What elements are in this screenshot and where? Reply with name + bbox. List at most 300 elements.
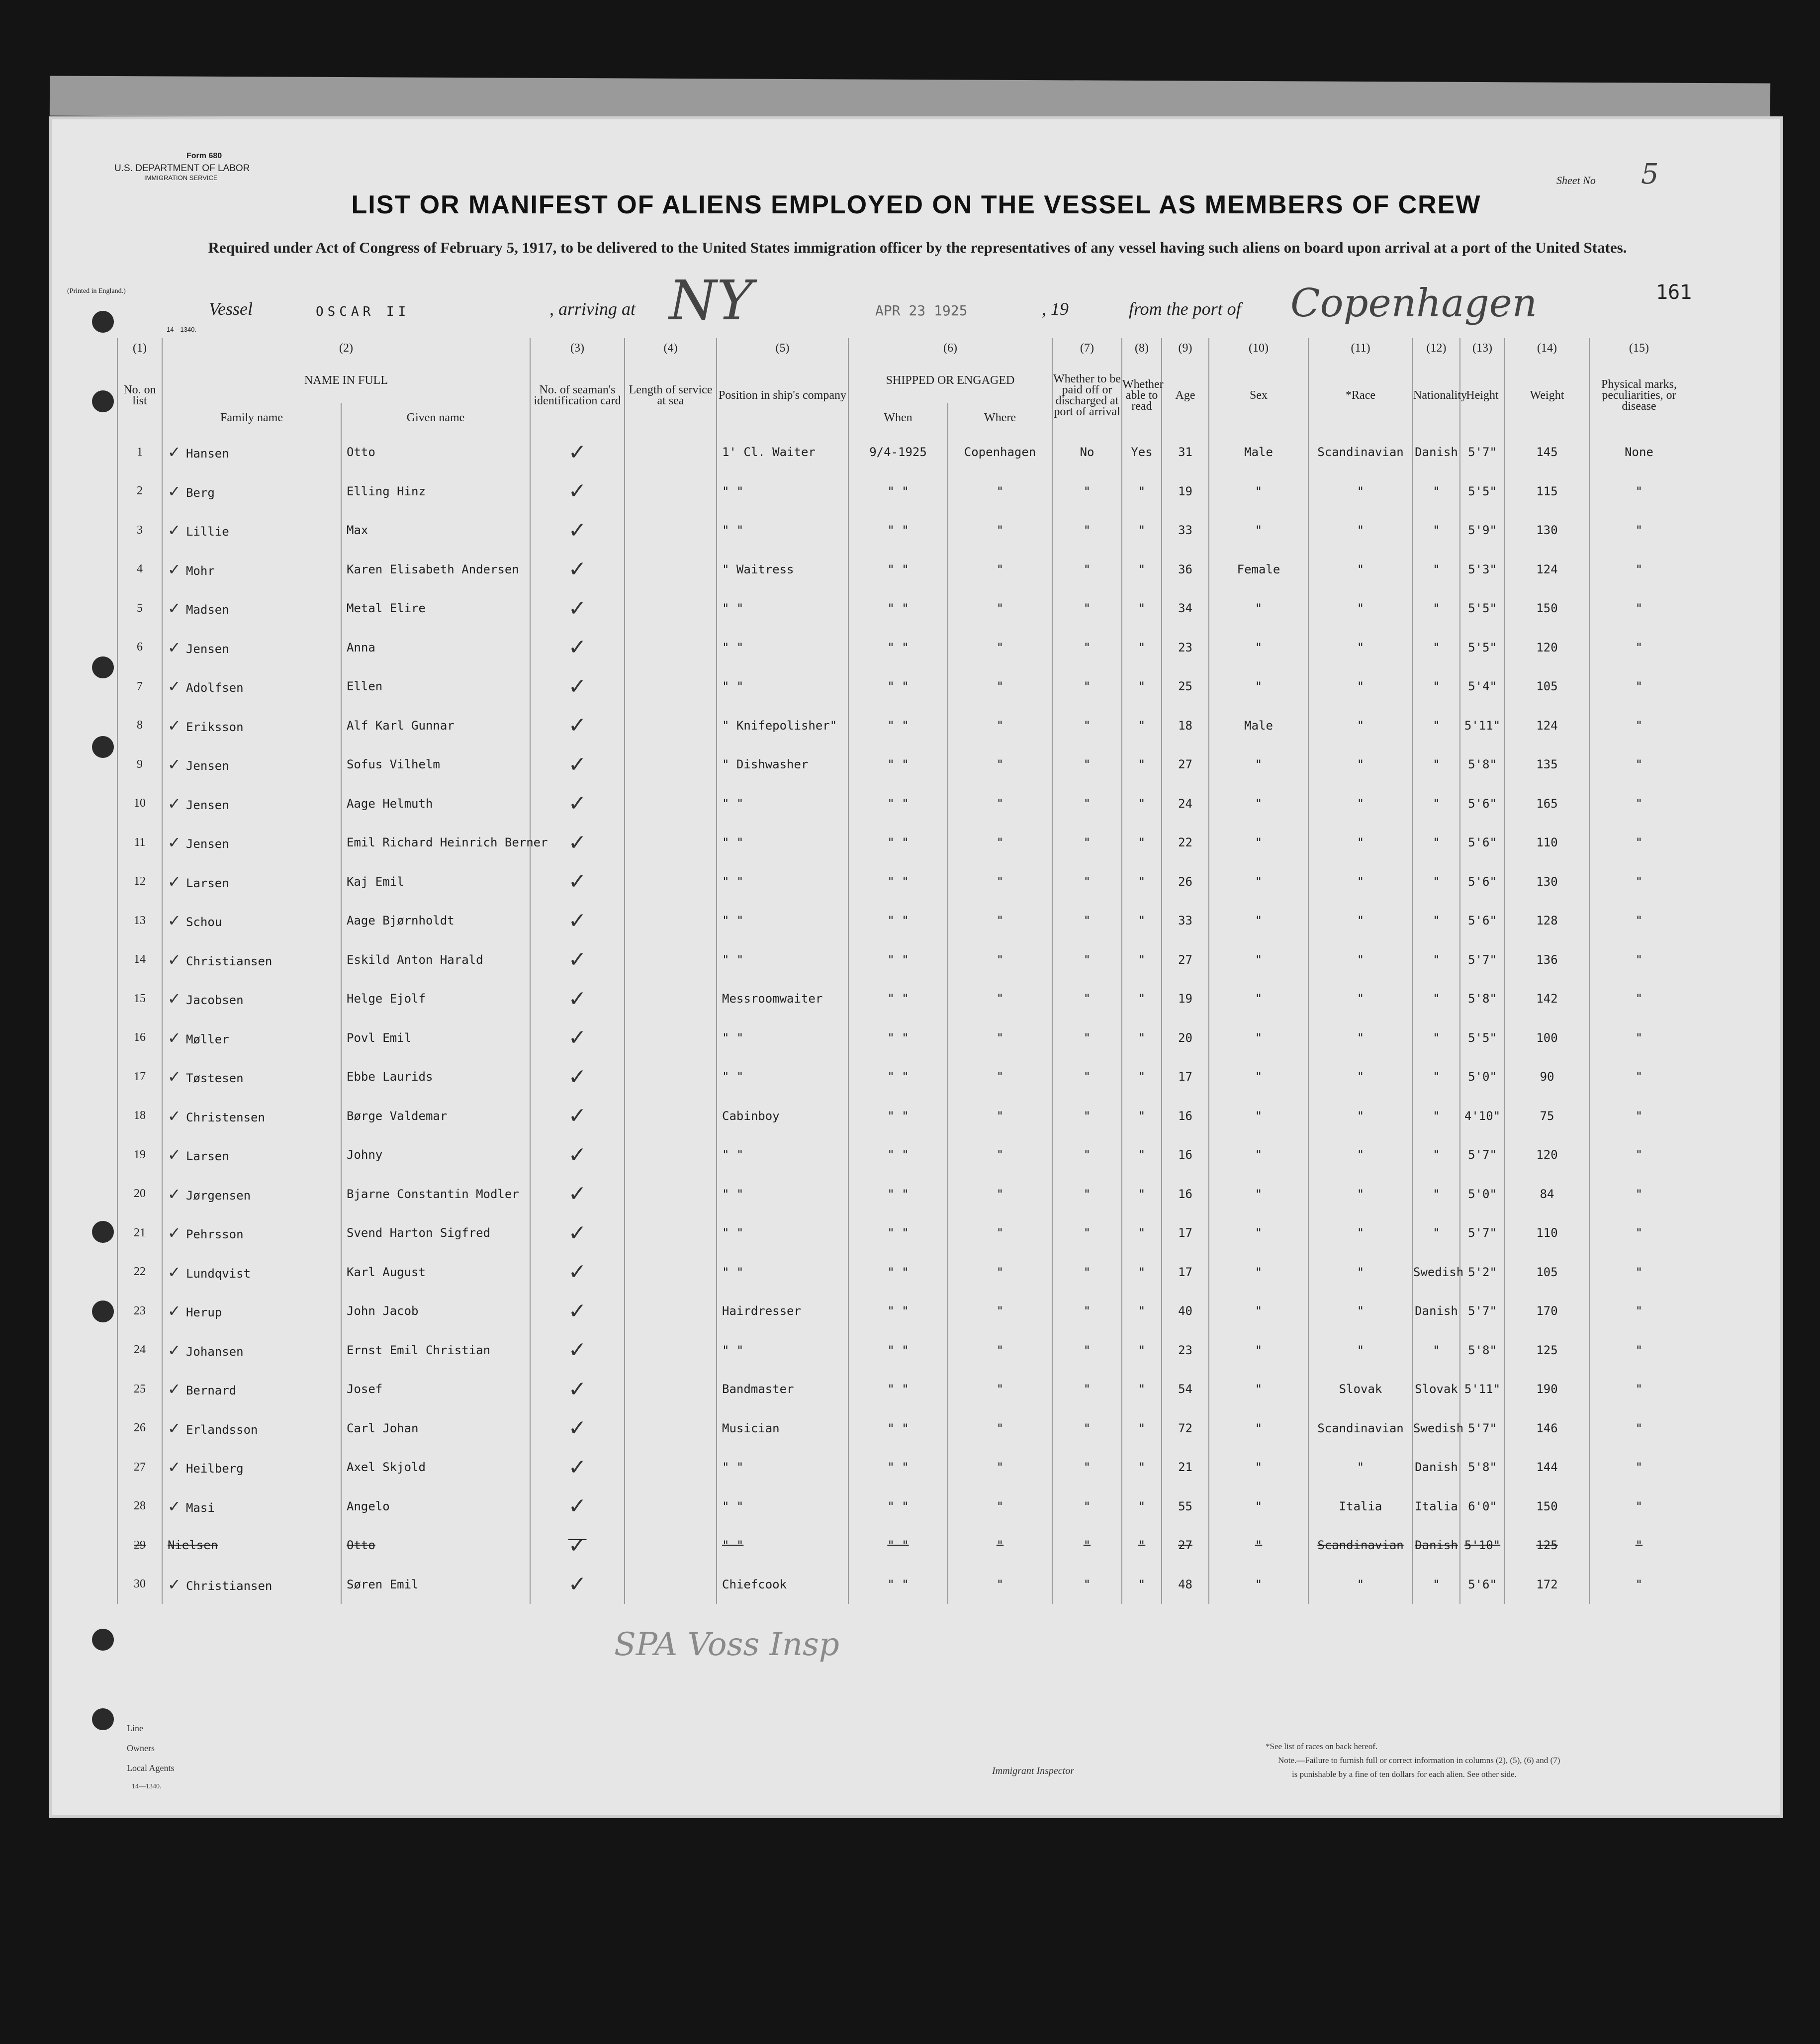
checkmark-icon: ✓ <box>168 1380 186 1399</box>
family-name: Johansen <box>185 1344 244 1359</box>
physical-marks: " <box>1589 745 1688 784</box>
given-name: Metal Elire <box>341 589 530 628</box>
height: 5'7" <box>1460 433 1505 472</box>
position: " " <box>717 1253 848 1292</box>
physical-marks: " <box>1589 1175 1688 1214</box>
weight: 120 <box>1505 628 1589 667</box>
race: " <box>1308 1175 1413 1214</box>
shipped-when: " " <box>848 550 948 589</box>
note-races: *See list of races on back hereof. <box>1266 1742 1378 1751</box>
crew-row <box>117 901 1688 940</box>
position: " " <box>717 901 848 940</box>
position: 1' Cl. Waiter <box>717 433 848 472</box>
paid-off: " <box>1052 901 1122 940</box>
checkmark-icon: ✓ <box>168 559 186 579</box>
position: " Waitress <box>717 550 848 589</box>
physical-marks: " <box>1589 823 1688 862</box>
shipped-where: " <box>948 628 1052 667</box>
family-name: Nielsen <box>168 1538 218 1553</box>
col-header-shipped: SHIPPED OR ENGAGED <box>848 358 1052 403</box>
id-card-check <box>530 667 625 706</box>
crew-row <box>117 589 1688 628</box>
age: 31 <box>1162 433 1209 472</box>
age: 19 <box>1162 979 1209 1019</box>
able-to-read: " <box>1122 1331 1162 1370</box>
position: Bandmaster <box>717 1370 848 1409</box>
checkmark-icon: ✓ <box>168 599 186 618</box>
checkmark-icon: ✓ <box>568 1142 587 1168</box>
height: 4'10" <box>1460 1097 1505 1136</box>
age: 54 <box>1162 1370 1209 1409</box>
row-number: 19 <box>117 1135 162 1175</box>
height: 5'8" <box>1460 745 1505 784</box>
checkmark-icon: ✓ <box>168 1496 186 1516</box>
id-card-check <box>530 589 625 628</box>
family-name: Lillie <box>185 525 229 539</box>
race: " <box>1308 1331 1413 1370</box>
shipped-where: " <box>948 784 1052 824</box>
col-header-height: Height <box>1460 358 1505 433</box>
checkmark-icon: ✓ <box>568 751 587 777</box>
checkmark-icon: ✓ <box>568 1298 587 1324</box>
crew-row <box>117 1331 1688 1370</box>
weight: 84 <box>1505 1175 1589 1214</box>
shipped-when: " " <box>848 784 948 824</box>
position: " " <box>717 1019 848 1058</box>
id-card-check <box>530 1526 625 1565</box>
vessel-label: Vessel <box>209 299 253 319</box>
nationality: Danish <box>1413 1292 1460 1331</box>
physical-marks: " <box>1589 784 1688 824</box>
age: 19 <box>1162 472 1209 511</box>
shipped-when: 9/4-1925 <box>848 433 948 472</box>
given-name: Sofus Vilhelm <box>341 745 530 784</box>
height: 5'10" <box>1460 1526 1505 1565</box>
row-number: 11 <box>117 823 162 862</box>
service-at-sea <box>625 550 717 589</box>
physical-marks: " <box>1589 628 1688 667</box>
paid-off: " <box>1052 745 1122 784</box>
id-card-check <box>530 1213 625 1253</box>
height: 5'4" <box>1460 667 1505 706</box>
sex: Female <box>1209 550 1308 589</box>
height: 5'6" <box>1460 784 1505 824</box>
crew-row <box>117 667 1688 706</box>
weight: 128 <box>1505 901 1589 940</box>
family-name-cell <box>162 1213 341 1253</box>
paid-off: " <box>1052 1097 1122 1136</box>
checkmark-icon: ✓ <box>168 1067 186 1087</box>
race: Scandinavian <box>1308 433 1413 472</box>
checkmark-icon: ✓ <box>168 1340 186 1360</box>
age: 23 <box>1162 1331 1209 1370</box>
height: 5'11" <box>1460 706 1505 745</box>
col-num: (5) <box>717 338 848 358</box>
row-number: 1 <box>117 433 162 472</box>
punch-hole <box>92 1221 114 1243</box>
family-name-cell <box>162 1331 341 1370</box>
checkmark-icon: ✓ <box>168 521 186 540</box>
family-name: Erlandsson <box>185 1422 258 1437</box>
col-header-when: When <box>848 403 948 433</box>
sex: Male <box>1209 706 1308 745</box>
col-header-service: Length of service at sea <box>625 358 717 433</box>
col-header-weight: Weight <box>1505 358 1589 433</box>
col-num: (10) <box>1209 338 1308 358</box>
checkmark-icon: ✓ <box>568 1337 587 1363</box>
family-name: Schou <box>185 915 222 929</box>
race: " <box>1308 1253 1413 1292</box>
service-at-sea <box>625 589 717 628</box>
col-num: (1) <box>117 338 162 358</box>
age: 40 <box>1162 1292 1209 1331</box>
checkmark-icon: ✓ <box>568 1454 587 1480</box>
service-at-sea <box>625 511 717 550</box>
paid-off: " <box>1052 823 1122 862</box>
nationality: " <box>1413 1057 1460 1097</box>
paid-off: " <box>1052 472 1122 511</box>
page-subtitle: Required under Act of Congress of February 5, 1917, to be delivered to the United States immigration officer by the representatives of any vessel having such aliens on board upon arrival at a port of the United States. <box>208 239 1627 256</box>
crew-row <box>117 550 1688 589</box>
able-to-read: " <box>1122 1526 1162 1565</box>
physical-marks: " <box>1589 1019 1688 1058</box>
sex: " <box>1209 1253 1308 1292</box>
col-num: (4) <box>625 338 717 358</box>
family-name: Larsen <box>185 876 229 890</box>
row-number: 28 <box>117 1487 162 1526</box>
sex: " <box>1209 745 1308 784</box>
service-at-sea <box>625 1135 717 1175</box>
height: 5'8" <box>1460 1448 1505 1487</box>
race: " <box>1308 862 1413 902</box>
checkmark-icon: ✓ <box>568 1532 587 1558</box>
shipped-when: " " <box>848 511 948 550</box>
able-to-read: " <box>1122 901 1162 940</box>
weight: 100 <box>1505 1019 1589 1058</box>
position: " " <box>717 628 848 667</box>
able-to-read: " <box>1122 1097 1162 1136</box>
sex: " <box>1209 1097 1308 1136</box>
col-header-id-card: No. of seaman's identification card <box>530 358 625 433</box>
shipped-where: " <box>948 1175 1052 1214</box>
col-header-read: Whether able to read <box>1122 358 1162 433</box>
height: 5'8" <box>1460 1331 1505 1370</box>
family-name: Madsen <box>185 603 229 617</box>
nationality: " <box>1413 784 1460 824</box>
age: 16 <box>1162 1135 1209 1175</box>
crew-row <box>117 1253 1688 1292</box>
weight: 90 <box>1505 1057 1589 1097</box>
age: 22 <box>1162 823 1209 862</box>
checkmark-icon: ✓ <box>168 1184 186 1204</box>
service-at-sea <box>625 628 717 667</box>
service-at-sea <box>625 1253 717 1292</box>
checkmark-icon: ✓ <box>568 439 587 465</box>
checkmark-icon: ✓ <box>168 1575 186 1594</box>
row-number: 23 <box>117 1292 162 1331</box>
shipped-when: " " <box>848 1292 948 1331</box>
crew-row <box>117 1097 1688 1136</box>
sex: " <box>1209 784 1308 824</box>
year-label: , 19 <box>1042 299 1069 319</box>
physical-marks: " <box>1589 979 1688 1019</box>
crew-row <box>117 1135 1688 1175</box>
family-name-cell <box>162 589 341 628</box>
inspector-signature: SPA Voss Insp <box>614 1626 839 1663</box>
form-number: Form 680 <box>186 152 222 160</box>
sex: " <box>1209 1213 1308 1253</box>
able-to-read: " <box>1122 745 1162 784</box>
checkmark-icon: ✓ <box>168 1145 186 1165</box>
nationality: " <box>1413 628 1460 667</box>
family-name-cell <box>162 1135 341 1175</box>
paid-off: " <box>1052 1370 1122 1409</box>
service-at-sea <box>625 1331 717 1370</box>
position: " " <box>717 1175 848 1214</box>
age: 17 <box>1162 1057 1209 1097</box>
able-to-read: " <box>1122 1175 1162 1214</box>
shipped-where: " <box>948 589 1052 628</box>
position: " " <box>717 1213 848 1253</box>
checkmark-icon: ✓ <box>168 1028 186 1047</box>
family-name: Jensen <box>185 837 229 851</box>
shipped-when: " " <box>848 1097 948 1136</box>
checkmark-icon: ✓ <box>568 557 587 582</box>
nationality: " <box>1413 1565 1460 1604</box>
sex: " <box>1209 1019 1308 1058</box>
shipped-where: " <box>948 1331 1052 1370</box>
weight: 120 <box>1505 1135 1589 1175</box>
family-name-cell <box>162 1292 341 1331</box>
row-number: 18 <box>117 1097 162 1136</box>
service-at-sea <box>625 979 717 1019</box>
sex: Male <box>1209 433 1308 472</box>
age: 33 <box>1162 901 1209 940</box>
physical-marks: " <box>1589 1565 1688 1604</box>
age: 21 <box>1162 1448 1209 1487</box>
row-number: 16 <box>117 1019 162 1058</box>
sex: " <box>1209 1135 1308 1175</box>
service-at-sea <box>625 1175 717 1214</box>
given-name: Emil Richard Heinrich Berner <box>341 823 530 862</box>
id-card-check <box>530 901 625 940</box>
race: " <box>1308 979 1413 1019</box>
id-card-check <box>530 1409 625 1448</box>
age: 23 <box>1162 628 1209 667</box>
family-name-cell <box>162 667 341 706</box>
given-name: Max <box>341 511 530 550</box>
age: 25 <box>1162 667 1209 706</box>
given-name: Ellen <box>341 667 530 706</box>
checkmark-icon: ✓ <box>168 794 186 813</box>
able-to-read: " <box>1122 1448 1162 1487</box>
paid-off: No <box>1052 433 1122 472</box>
sex: " <box>1209 901 1308 940</box>
race: " <box>1308 1135 1413 1175</box>
checkmark-icon: ✓ <box>168 1106 186 1125</box>
nationality: " <box>1413 589 1460 628</box>
able-to-read: " <box>1122 940 1162 980</box>
age: 36 <box>1162 550 1209 589</box>
position: Hairdresser <box>717 1292 848 1331</box>
note-fine-1: Note.—Failure to furnish full or correct information in columns (2), (5), (6) and (7) <box>1278 1756 1560 1765</box>
position: " " <box>717 1448 848 1487</box>
checkmark-icon: ✓ <box>168 1262 186 1282</box>
family-name: Larsen <box>185 1149 229 1164</box>
paid-off: " <box>1052 706 1122 745</box>
family-name-cell <box>162 628 341 667</box>
sex: " <box>1209 1292 1308 1331</box>
page-number: 161 <box>1656 281 1692 304</box>
shipped-where: " <box>948 511 1052 550</box>
position: " " <box>717 589 848 628</box>
family-name-cell <box>162 511 341 550</box>
shipped-where: " <box>948 1019 1052 1058</box>
row-number: 9 <box>117 745 162 784</box>
position: " " <box>717 1331 848 1370</box>
height: 5'7" <box>1460 1409 1505 1448</box>
height: 5'0" <box>1460 1175 1505 1214</box>
nationality: " <box>1413 745 1460 784</box>
able-to-read: " <box>1122 1057 1162 1097</box>
checkmark-icon: ✓ <box>168 833 186 852</box>
race: " <box>1308 667 1413 706</box>
physical-marks: " <box>1589 1370 1688 1409</box>
sheet-label: Sheet No <box>1556 174 1596 186</box>
col-header-race: *Race <box>1308 358 1413 433</box>
row-number: 24 <box>117 1331 162 1370</box>
race: " <box>1308 823 1413 862</box>
physical-marks: " <box>1589 472 1688 511</box>
checkmark-icon: ✓ <box>568 986 587 1012</box>
height: 5'8" <box>1460 979 1505 1019</box>
physical-marks: " <box>1589 940 1688 980</box>
family-name-cell <box>162 1565 341 1604</box>
manifest-page <box>52 119 1780 1815</box>
position: " " <box>717 862 848 902</box>
paid-off: " <box>1052 979 1122 1019</box>
family-name-cell <box>162 1487 341 1526</box>
sex: " <box>1209 589 1308 628</box>
given-name: Anna <box>341 628 530 667</box>
weight: 110 <box>1505 1213 1589 1253</box>
scanner-edge <box>50 76 1770 123</box>
age: 20 <box>1162 1019 1209 1058</box>
family-name-cell <box>162 1448 341 1487</box>
shipped-where: " <box>948 550 1052 589</box>
checkmark-icon: ✓ <box>568 517 587 543</box>
position: " " <box>717 1057 848 1097</box>
weight: 124 <box>1505 706 1589 745</box>
able-to-read: " <box>1122 1253 1162 1292</box>
shipped-where: " <box>948 1370 1052 1409</box>
checkmark-icon: ✓ <box>568 1181 587 1207</box>
paid-off: " <box>1052 1175 1122 1214</box>
service-at-sea <box>625 823 717 862</box>
row-number: 10 <box>117 784 162 824</box>
punch-hole <box>92 1629 114 1651</box>
row-number: 25 <box>117 1370 162 1409</box>
crew-manifest-table <box>117 338 1688 1604</box>
row-number: 14 <box>117 940 162 980</box>
col-num: (2) <box>162 338 530 358</box>
department: U.S. DEPARTMENT OF LABOR <box>114 163 250 174</box>
row-number: 29 <box>117 1526 162 1565</box>
able-to-read: " <box>1122 706 1162 745</box>
service-at-sea <box>625 1057 717 1097</box>
family-name-cell <box>162 901 341 940</box>
checkmark-icon: ✓ <box>568 1493 587 1519</box>
shipped-when: " " <box>848 472 948 511</box>
checkmark-icon: ✓ <box>168 638 186 657</box>
able-to-read: " <box>1122 784 1162 824</box>
col-num: (15) <box>1589 338 1688 358</box>
height: 5'7" <box>1460 1213 1505 1253</box>
race: " <box>1308 1292 1413 1331</box>
row-number: 2 <box>117 472 162 511</box>
given-name: Elling Hinz <box>341 472 530 511</box>
family-name-cell <box>162 979 341 1019</box>
family-name: Pehrsson <box>185 1227 244 1242</box>
family-name-cell <box>162 862 341 902</box>
checkmark-icon: ✓ <box>168 989 186 1009</box>
nationality: " <box>1413 1135 1460 1175</box>
nationality: " <box>1413 550 1460 589</box>
row-number: 3 <box>117 511 162 550</box>
weight: 125 <box>1505 1331 1589 1370</box>
footer-print-code: 14—1340. <box>132 1783 162 1790</box>
shipped-when: " " <box>848 667 948 706</box>
sex: " <box>1209 979 1308 1019</box>
shipped-when: " " <box>848 589 948 628</box>
race: " <box>1308 706 1413 745</box>
paid-off: " <box>1052 862 1122 902</box>
arriving-label: , arriving at <box>549 299 636 319</box>
nationality: " <box>1413 862 1460 902</box>
paid-off: " <box>1052 1057 1122 1097</box>
nationality: " <box>1413 940 1460 980</box>
family-name: Masi <box>185 1500 215 1515</box>
height: 5'6" <box>1460 1565 1505 1604</box>
nationality: " <box>1413 706 1460 745</box>
sex: " <box>1209 1487 1308 1526</box>
weight: 115 <box>1505 472 1589 511</box>
height: 5'11" <box>1460 1370 1505 1409</box>
physical-marks: " <box>1589 1213 1688 1253</box>
crew-row <box>117 784 1688 824</box>
punch-hole <box>92 311 114 333</box>
weight: 110 <box>1505 823 1589 862</box>
family-name-cell <box>162 433 341 472</box>
checkmark-icon: ✓ <box>168 1223 186 1243</box>
punch-hole <box>92 656 114 678</box>
crew-row <box>117 979 1688 1019</box>
shipped-where: " <box>948 940 1052 980</box>
position: Cabinboy <box>717 1097 848 1136</box>
race: " <box>1308 472 1413 511</box>
service-at-sea <box>625 1097 717 1136</box>
height: 5'9" <box>1460 511 1505 550</box>
race: " <box>1308 901 1413 940</box>
nationality: Slovak <box>1413 1370 1460 1409</box>
crew-row <box>117 1565 1688 1604</box>
service-at-sea <box>625 1019 717 1058</box>
shipped-when: " " <box>848 1370 948 1409</box>
nationality: Swedish <box>1413 1409 1460 1448</box>
id-card-check <box>530 1331 625 1370</box>
height: 5'7" <box>1460 1135 1505 1175</box>
crew-row <box>117 1057 1688 1097</box>
